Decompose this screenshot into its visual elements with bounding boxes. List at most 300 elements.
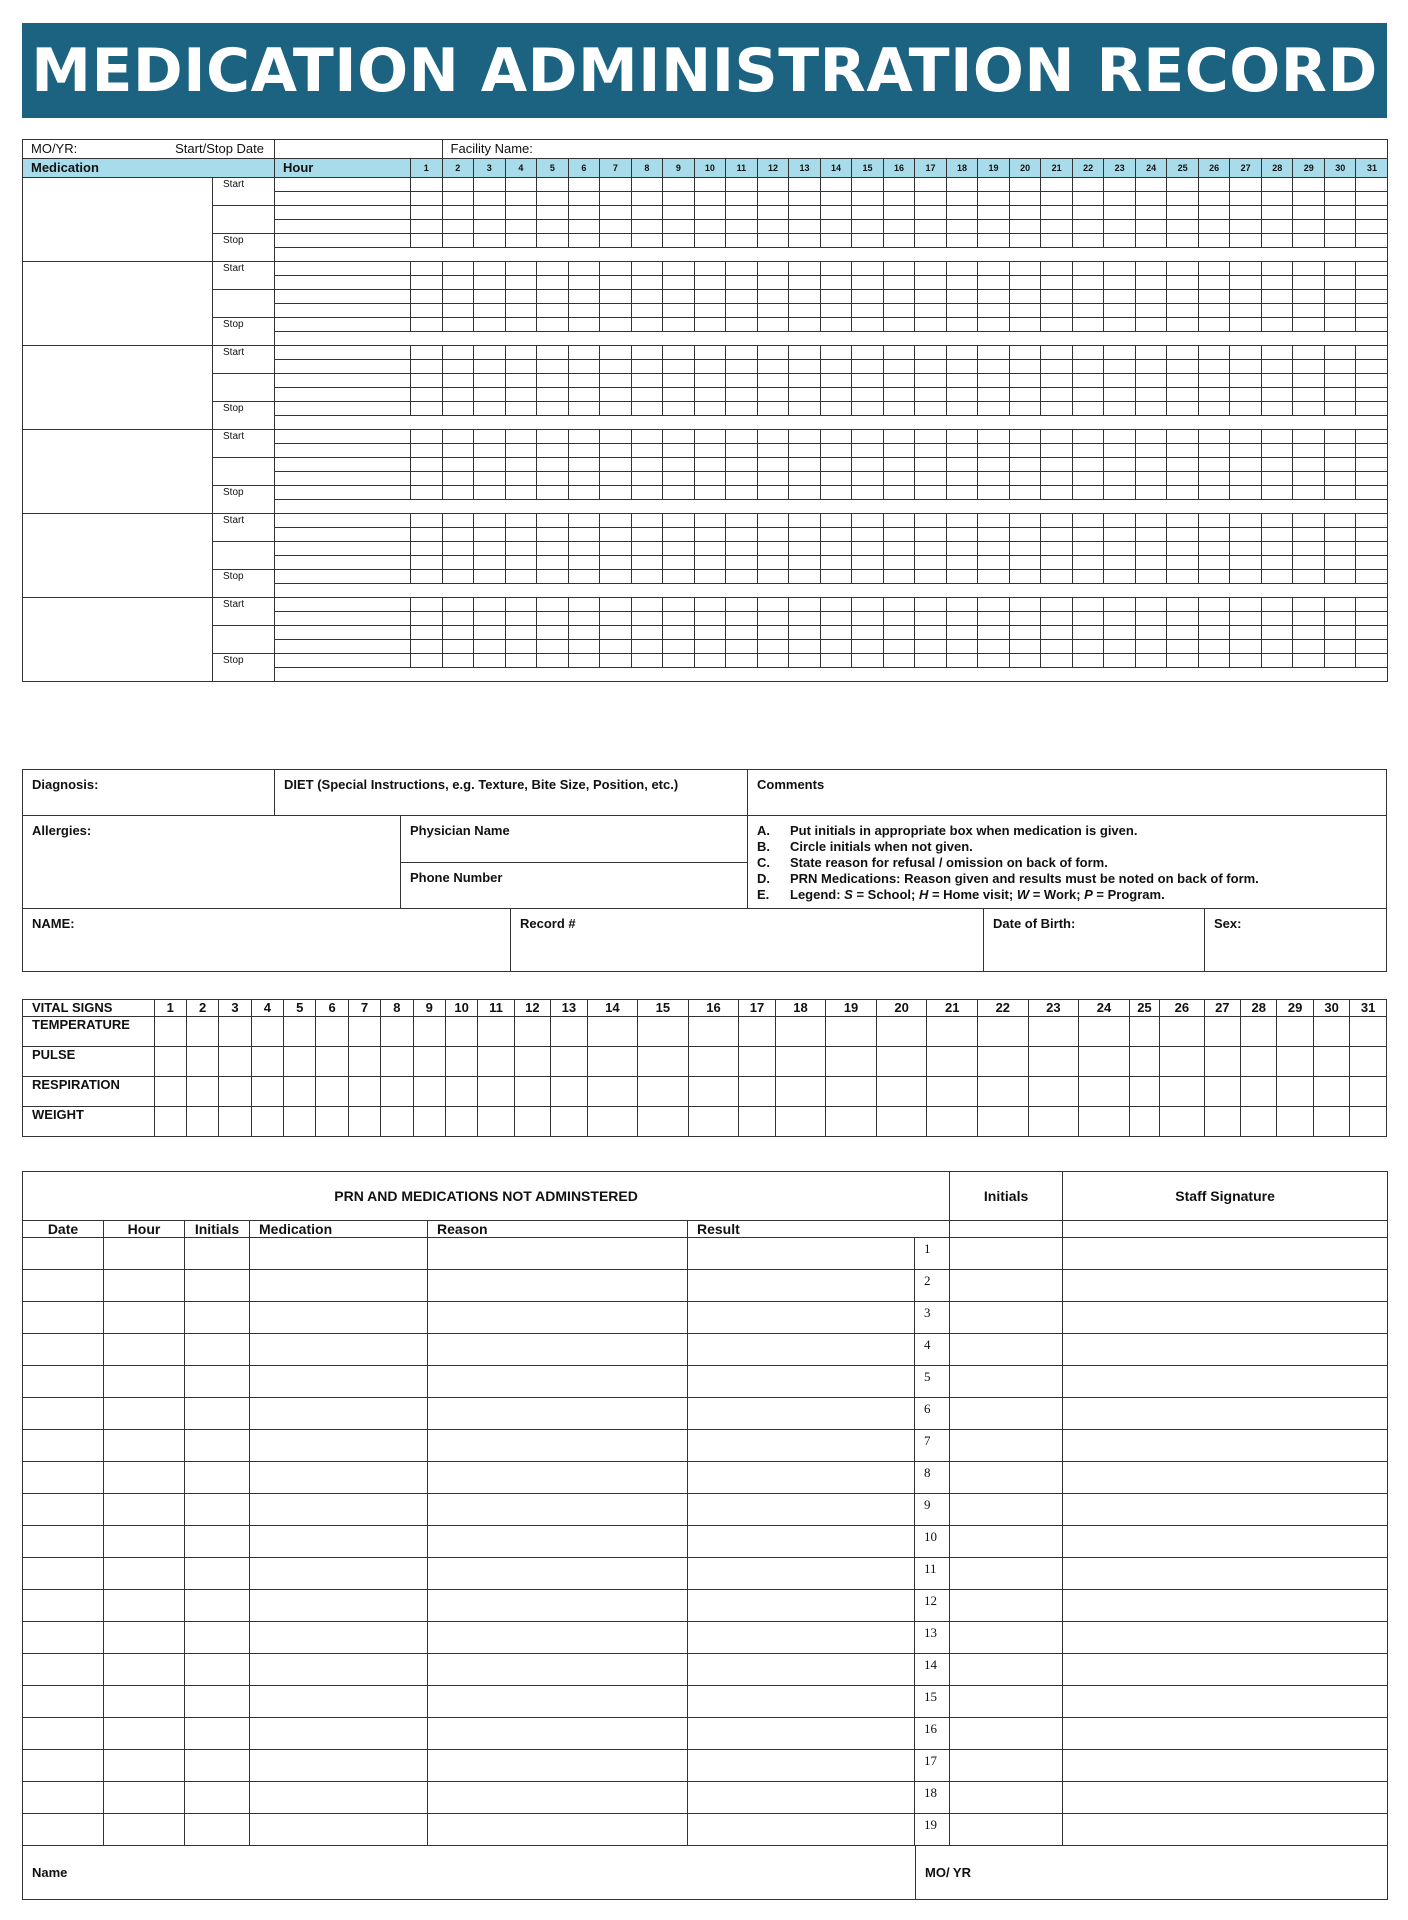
day-cell[interactable] <box>663 178 695 192</box>
day-cell[interactable] <box>411 192 443 206</box>
day-cell[interactable] <box>726 388 758 402</box>
day-cell[interactable] <box>1072 444 1104 458</box>
day-cell[interactable] <box>978 206 1010 220</box>
day-cell[interactable] <box>600 318 632 332</box>
day-cell[interactable] <box>1104 472 1136 486</box>
day-cell[interactable] <box>757 570 789 584</box>
day-cell[interactable] <box>1167 570 1199 584</box>
day-cell[interactable] <box>946 276 978 290</box>
prn-initials-cell[interactable] <box>950 1718 1063 1750</box>
day-cell[interactable] <box>1072 640 1104 654</box>
vital-cell[interactable] <box>284 1107 316 1137</box>
day-cell[interactable] <box>789 388 821 402</box>
prn-reason-cell[interactable] <box>428 1686 688 1718</box>
vital-cell[interactable] <box>348 1107 380 1137</box>
day-cell[interactable] <box>663 514 695 528</box>
day-cell[interactable] <box>694 234 726 248</box>
vital-cell[interactable] <box>514 1107 550 1137</box>
day-cell[interactable] <box>1135 360 1167 374</box>
day-cell[interactable] <box>663 486 695 500</box>
day-cell[interactable] <box>852 472 884 486</box>
day-cell[interactable] <box>915 388 947 402</box>
prn-medication-cell[interactable] <box>250 1654 428 1686</box>
prn-hour-cell[interactable] <box>104 1270 185 1302</box>
stop-date-cell[interactable] <box>213 374 275 402</box>
vital-cell[interactable] <box>978 1047 1029 1077</box>
prn-initials-cell[interactable] <box>950 1494 1063 1526</box>
day-cell[interactable] <box>852 640 884 654</box>
stop-date-cell[interactable] <box>213 542 275 570</box>
vital-cell[interactable] <box>826 1077 877 1107</box>
day-cell[interactable] <box>442 234 474 248</box>
day-cell[interactable] <box>631 514 663 528</box>
day-cell[interactable] <box>1009 514 1041 528</box>
day-cell[interactable] <box>694 430 726 444</box>
day-cell[interactable] <box>537 290 569 304</box>
day-cell[interactable] <box>1009 430 1041 444</box>
vital-cell[interactable] <box>876 1017 927 1047</box>
day-cell[interactable] <box>1324 220 1356 234</box>
hour-cell[interactable] <box>275 640 411 654</box>
vital-cell[interactable] <box>514 1077 550 1107</box>
day-cell[interactable] <box>663 570 695 584</box>
stop-cell[interactable] <box>213 486 275 514</box>
day-cell[interactable] <box>726 374 758 388</box>
day-cell[interactable] <box>411 458 443 472</box>
day-cell[interactable] <box>978 304 1010 318</box>
day-cell[interactable] <box>631 556 663 570</box>
vital-cell[interactable] <box>1129 1047 1159 1077</box>
day-cell[interactable] <box>537 514 569 528</box>
day-cell[interactable] <box>1135 318 1167 332</box>
day-cell[interactable] <box>946 402 978 416</box>
day-cell[interactable] <box>1293 374 1325 388</box>
prn-hour-cell[interactable] <box>104 1398 185 1430</box>
day-cell[interactable] <box>568 374 600 388</box>
day-cell[interactable] <box>1135 178 1167 192</box>
day-cell[interactable] <box>1261 458 1293 472</box>
day-cell[interactable] <box>442 206 474 220</box>
day-cell[interactable] <box>978 178 1010 192</box>
day-cell[interactable] <box>1167 458 1199 472</box>
hour-cell[interactable] <box>275 654 411 668</box>
day-cell[interactable] <box>1198 514 1230 528</box>
day-cell[interactable] <box>442 192 474 206</box>
day-cell[interactable] <box>631 360 663 374</box>
day-cell[interactable] <box>820 542 852 556</box>
vital-cell[interactable] <box>775 1017 826 1047</box>
day-cell[interactable] <box>1324 430 1356 444</box>
prn-initials-cell[interactable] <box>950 1334 1063 1366</box>
day-cell[interactable] <box>505 626 537 640</box>
day-cell[interactable] <box>1135 304 1167 318</box>
day-cell[interactable] <box>757 402 789 416</box>
vital-cell[interactable] <box>978 1077 1029 1107</box>
day-cell[interactable] <box>631 626 663 640</box>
day-cell[interactable] <box>978 262 1010 276</box>
prn-date-cell[interactable] <box>23 1366 104 1398</box>
day-cell[interactable] <box>1261 234 1293 248</box>
day-cell[interactable] <box>1072 654 1104 668</box>
day-cell[interactable] <box>1167 640 1199 654</box>
day-cell[interactable] <box>411 542 443 556</box>
prn-reason-cell[interactable] <box>428 1654 688 1686</box>
prn-date-cell[interactable] <box>23 1814 104 1846</box>
vital-cell[interactable] <box>154 1047 186 1077</box>
day-cell[interactable] <box>1072 598 1104 612</box>
day-cell[interactable] <box>946 542 978 556</box>
prn-initials-cell[interactable] <box>185 1526 250 1558</box>
vital-cell[interactable] <box>413 1107 445 1137</box>
day-cell[interactable] <box>1324 262 1356 276</box>
day-cell[interactable] <box>505 304 537 318</box>
day-cell[interactable] <box>883 234 915 248</box>
day-cell[interactable] <box>505 360 537 374</box>
day-cell[interactable] <box>1198 346 1230 360</box>
stop-date-cell[interactable] <box>213 206 275 234</box>
prn-initials-cell[interactable] <box>950 1622 1063 1654</box>
day-cell[interactable] <box>1135 206 1167 220</box>
day-cell[interactable] <box>1356 640 1388 654</box>
prn-hour-cell[interactable] <box>104 1462 185 1494</box>
prn-signature-cell[interactable] <box>1063 1590 1388 1622</box>
day-cell[interactable] <box>726 234 758 248</box>
prn-reason-cell[interactable] <box>428 1398 688 1430</box>
day-cell[interactable] <box>1230 486 1262 500</box>
hour-cell[interactable] <box>275 346 411 360</box>
day-cell[interactable] <box>1324 556 1356 570</box>
day-cell[interactable] <box>1009 206 1041 220</box>
day-cell[interactable] <box>568 346 600 360</box>
day-cell[interactable] <box>852 234 884 248</box>
day-cell[interactable] <box>663 542 695 556</box>
day-cell[interactable] <box>1261 290 1293 304</box>
day-cell[interactable] <box>978 444 1010 458</box>
day-cell[interactable] <box>1104 290 1136 304</box>
prn-initials-cell[interactable] <box>185 1654 250 1686</box>
day-cell[interactable] <box>537 276 569 290</box>
prn-result-cell[interactable] <box>688 1686 950 1718</box>
day-cell[interactable] <box>631 220 663 234</box>
day-cell[interactable] <box>757 374 789 388</box>
day-cell[interactable] <box>568 542 600 556</box>
day-cell[interactable] <box>1356 430 1388 444</box>
day-cell[interactable] <box>1324 276 1356 290</box>
stop-cell[interactable] <box>213 318 275 346</box>
day-cell[interactable] <box>883 346 915 360</box>
day-cell[interactable] <box>1167 626 1199 640</box>
day-cell[interactable] <box>600 542 632 556</box>
day-cell[interactable] <box>1104 612 1136 626</box>
prn-date-cell[interactable] <box>23 1270 104 1302</box>
day-cell[interactable] <box>1104 430 1136 444</box>
vital-cell[interactable] <box>1350 1107 1387 1137</box>
day-cell[interactable] <box>1324 374 1356 388</box>
day-cell[interactable] <box>1104 570 1136 584</box>
day-cell[interactable] <box>600 556 632 570</box>
day-cell[interactable] <box>1135 458 1167 472</box>
day-cell[interactable] <box>663 220 695 234</box>
day-cell[interactable] <box>631 612 663 626</box>
day-cell[interactable] <box>1135 556 1167 570</box>
prn-initials-cell[interactable] <box>185 1302 250 1334</box>
day-cell[interactable] <box>946 234 978 248</box>
day-cell[interactable] <box>1041 430 1073 444</box>
hour-cell[interactable] <box>275 472 411 486</box>
day-cell[interactable] <box>1198 178 1230 192</box>
day-cell[interactable] <box>789 206 821 220</box>
day-cell[interactable] <box>631 178 663 192</box>
day-cell[interactable] <box>946 654 978 668</box>
day-cell[interactable] <box>1230 220 1262 234</box>
day-cell[interactable] <box>1261 640 1293 654</box>
day-cell[interactable] <box>1009 290 1041 304</box>
vital-cell[interactable] <box>186 1077 218 1107</box>
day-cell[interactable] <box>411 472 443 486</box>
day-cell[interactable] <box>946 304 978 318</box>
day-cell[interactable] <box>474 276 506 290</box>
prn-medication-cell[interactable] <box>250 1238 428 1270</box>
day-cell[interactable] <box>411 570 443 584</box>
prn-result-cell[interactable] <box>688 1302 950 1334</box>
day-cell[interactable] <box>1104 262 1136 276</box>
day-cell[interactable] <box>537 570 569 584</box>
day-cell[interactable] <box>726 192 758 206</box>
day-cell[interactable] <box>1230 290 1262 304</box>
day-cell[interactable] <box>411 220 443 234</box>
day-cell[interactable] <box>1072 262 1104 276</box>
vital-cell[interactable] <box>445 1077 477 1107</box>
day-cell[interactable] <box>946 318 978 332</box>
hour-cell[interactable] <box>275 528 411 542</box>
day-cell[interactable] <box>1293 612 1325 626</box>
day-cell[interactable] <box>694 276 726 290</box>
day-cell[interactable] <box>1041 220 1073 234</box>
day-cell[interactable] <box>505 262 537 276</box>
day-cell[interactable] <box>1198 206 1230 220</box>
day-cell[interactable] <box>631 318 663 332</box>
day-cell[interactable] <box>411 612 443 626</box>
day-cell[interactable] <box>600 528 632 542</box>
day-cell[interactable] <box>694 458 726 472</box>
day-cell[interactable] <box>474 542 506 556</box>
day-cell[interactable] <box>820 430 852 444</box>
vital-cell[interactable] <box>478 1107 514 1137</box>
day-cell[interactable] <box>883 192 915 206</box>
day-cell[interactable] <box>820 654 852 668</box>
day-cell[interactable] <box>600 430 632 444</box>
day-cell[interactable] <box>474 654 506 668</box>
day-cell[interactable] <box>663 318 695 332</box>
day-cell[interactable] <box>789 178 821 192</box>
day-cell[interactable] <box>568 206 600 220</box>
prn-initials-cell[interactable] <box>185 1782 250 1814</box>
day-cell[interactable] <box>852 528 884 542</box>
day-cell[interactable] <box>663 528 695 542</box>
day-cell[interactable] <box>694 514 726 528</box>
day-cell[interactable] <box>789 290 821 304</box>
day-cell[interactable] <box>789 220 821 234</box>
day-cell[interactable] <box>1261 612 1293 626</box>
day-cell[interactable] <box>1293 178 1325 192</box>
day-cell[interactable] <box>1293 262 1325 276</box>
day-cell[interactable] <box>600 654 632 668</box>
start-stop-date-cell[interactable] <box>275 140 443 159</box>
day-cell[interactable] <box>600 178 632 192</box>
prn-signature-cell[interactable] <box>1063 1558 1388 1590</box>
prn-result-cell[interactable] <box>688 1526 950 1558</box>
day-cell[interactable] <box>1356 556 1388 570</box>
day-cell[interactable] <box>1230 318 1262 332</box>
day-cell[interactable] <box>820 486 852 500</box>
prn-result-cell[interactable] <box>688 1462 950 1494</box>
day-cell[interactable] <box>915 192 947 206</box>
day-cell[interactable] <box>978 402 1010 416</box>
day-cell[interactable] <box>1041 192 1073 206</box>
day-cell[interactable] <box>1009 304 1041 318</box>
day-cell[interactable] <box>1167 192 1199 206</box>
day-cell[interactable] <box>1135 542 1167 556</box>
day-cell[interactable] <box>915 458 947 472</box>
day-cell[interactable] <box>631 486 663 500</box>
day-cell[interactable] <box>820 374 852 388</box>
prn-reason-cell[interactable] <box>428 1238 688 1270</box>
prn-date-cell[interactable] <box>23 1622 104 1654</box>
day-cell[interactable] <box>694 192 726 206</box>
day-cell[interactable] <box>505 514 537 528</box>
day-cell[interactable] <box>505 612 537 626</box>
allergies-field[interactable] <box>22 815 401 909</box>
vital-cell[interactable] <box>551 1017 587 1047</box>
vital-cell[interactable] <box>284 1017 316 1047</box>
day-cell[interactable] <box>411 318 443 332</box>
name-field[interactable] <box>22 908 511 972</box>
prn-medication-cell[interactable] <box>250 1558 428 1590</box>
day-cell[interactable] <box>1324 570 1356 584</box>
day-cell[interactable] <box>757 276 789 290</box>
day-cell[interactable] <box>1324 626 1356 640</box>
day-cell[interactable] <box>411 360 443 374</box>
prn-date-cell[interactable] <box>23 1654 104 1686</box>
vital-cell[interactable] <box>413 1077 445 1107</box>
day-cell[interactable] <box>1261 472 1293 486</box>
day-cell[interactable] <box>883 458 915 472</box>
day-cell[interactable] <box>537 388 569 402</box>
prn-hour-cell[interactable] <box>104 1334 185 1366</box>
start-cell[interactable] <box>213 598 275 626</box>
day-cell[interactable] <box>1009 640 1041 654</box>
day-cell[interactable] <box>537 612 569 626</box>
prn-signature-cell[interactable] <box>1063 1782 1388 1814</box>
day-cell[interactable] <box>568 388 600 402</box>
day-cell[interactable] <box>442 360 474 374</box>
day-cell[interactable] <box>568 486 600 500</box>
day-cell[interactable] <box>1009 360 1041 374</box>
day-cell[interactable] <box>1072 234 1104 248</box>
day-cell[interactable] <box>1356 374 1388 388</box>
day-cell[interactable] <box>978 220 1010 234</box>
day-cell[interactable] <box>726 318 758 332</box>
day-cell[interactable] <box>1104 388 1136 402</box>
day-cell[interactable] <box>726 654 758 668</box>
day-cell[interactable] <box>789 234 821 248</box>
day-cell[interactable] <box>568 318 600 332</box>
day-cell[interactable] <box>694 472 726 486</box>
day-cell[interactable] <box>474 192 506 206</box>
vital-cell[interactable] <box>551 1047 587 1077</box>
day-cell[interactable] <box>1198 542 1230 556</box>
vital-cell[interactable] <box>739 1017 775 1047</box>
vital-cell[interactable] <box>739 1107 775 1137</box>
day-cell[interactable] <box>1356 276 1388 290</box>
vital-cell[interactable] <box>154 1077 186 1107</box>
day-cell[interactable] <box>1009 234 1041 248</box>
day-cell[interactable] <box>757 290 789 304</box>
vital-cell[interactable] <box>251 1107 283 1137</box>
day-cell[interactable] <box>1230 430 1262 444</box>
day-cell[interactable] <box>852 318 884 332</box>
prn-signature-cell[interactable] <box>1063 1334 1388 1366</box>
day-cell[interactable] <box>915 402 947 416</box>
day-cell[interactable] <box>1104 220 1136 234</box>
hour-cell[interactable] <box>275 486 411 500</box>
day-cell[interactable] <box>883 360 915 374</box>
day-cell[interactable] <box>1198 570 1230 584</box>
prn-initials-cell[interactable] <box>185 1814 250 1846</box>
day-cell[interactable] <box>1167 262 1199 276</box>
day-cell[interactable] <box>820 388 852 402</box>
day-cell[interactable] <box>1198 472 1230 486</box>
prn-initials-cell[interactable] <box>950 1366 1063 1398</box>
vital-cell[interactable] <box>251 1017 283 1047</box>
day-cell[interactable] <box>694 374 726 388</box>
day-cell[interactable] <box>789 598 821 612</box>
day-cell[interactable] <box>505 276 537 290</box>
day-cell[interactable] <box>505 374 537 388</box>
day-cell[interactable] <box>1324 346 1356 360</box>
vital-cell[interactable] <box>1028 1107 1079 1137</box>
day-cell[interactable] <box>694 486 726 500</box>
vital-cell[interactable] <box>219 1047 251 1077</box>
day-cell[interactable] <box>1104 598 1136 612</box>
day-cell[interactable] <box>411 206 443 220</box>
day-cell[interactable] <box>1261 262 1293 276</box>
day-cell[interactable] <box>1198 528 1230 542</box>
day-cell[interactable] <box>474 626 506 640</box>
day-cell[interactable] <box>1135 388 1167 402</box>
day-cell[interactable] <box>1356 402 1388 416</box>
day-cell[interactable] <box>915 542 947 556</box>
day-cell[interactable] <box>978 598 1010 612</box>
day-cell[interactable] <box>1293 556 1325 570</box>
day-cell[interactable] <box>915 528 947 542</box>
prn-result-cell[interactable] <box>688 1398 950 1430</box>
day-cell[interactable] <box>1356 486 1388 500</box>
day-cell[interactable] <box>1293 318 1325 332</box>
day-cell[interactable] <box>978 290 1010 304</box>
day-cell[interactable] <box>1293 528 1325 542</box>
day-cell[interactable] <box>1072 304 1104 318</box>
day-cell[interactable] <box>1230 612 1262 626</box>
day-cell[interactable] <box>946 458 978 472</box>
day-cell[interactable] <box>474 360 506 374</box>
day-cell[interactable] <box>1041 360 1073 374</box>
day-cell[interactable] <box>757 192 789 206</box>
day-cell[interactable] <box>1135 220 1167 234</box>
prn-medication-cell[interactable] <box>250 1334 428 1366</box>
day-cell[interactable] <box>1167 654 1199 668</box>
day-cell[interactable] <box>505 318 537 332</box>
